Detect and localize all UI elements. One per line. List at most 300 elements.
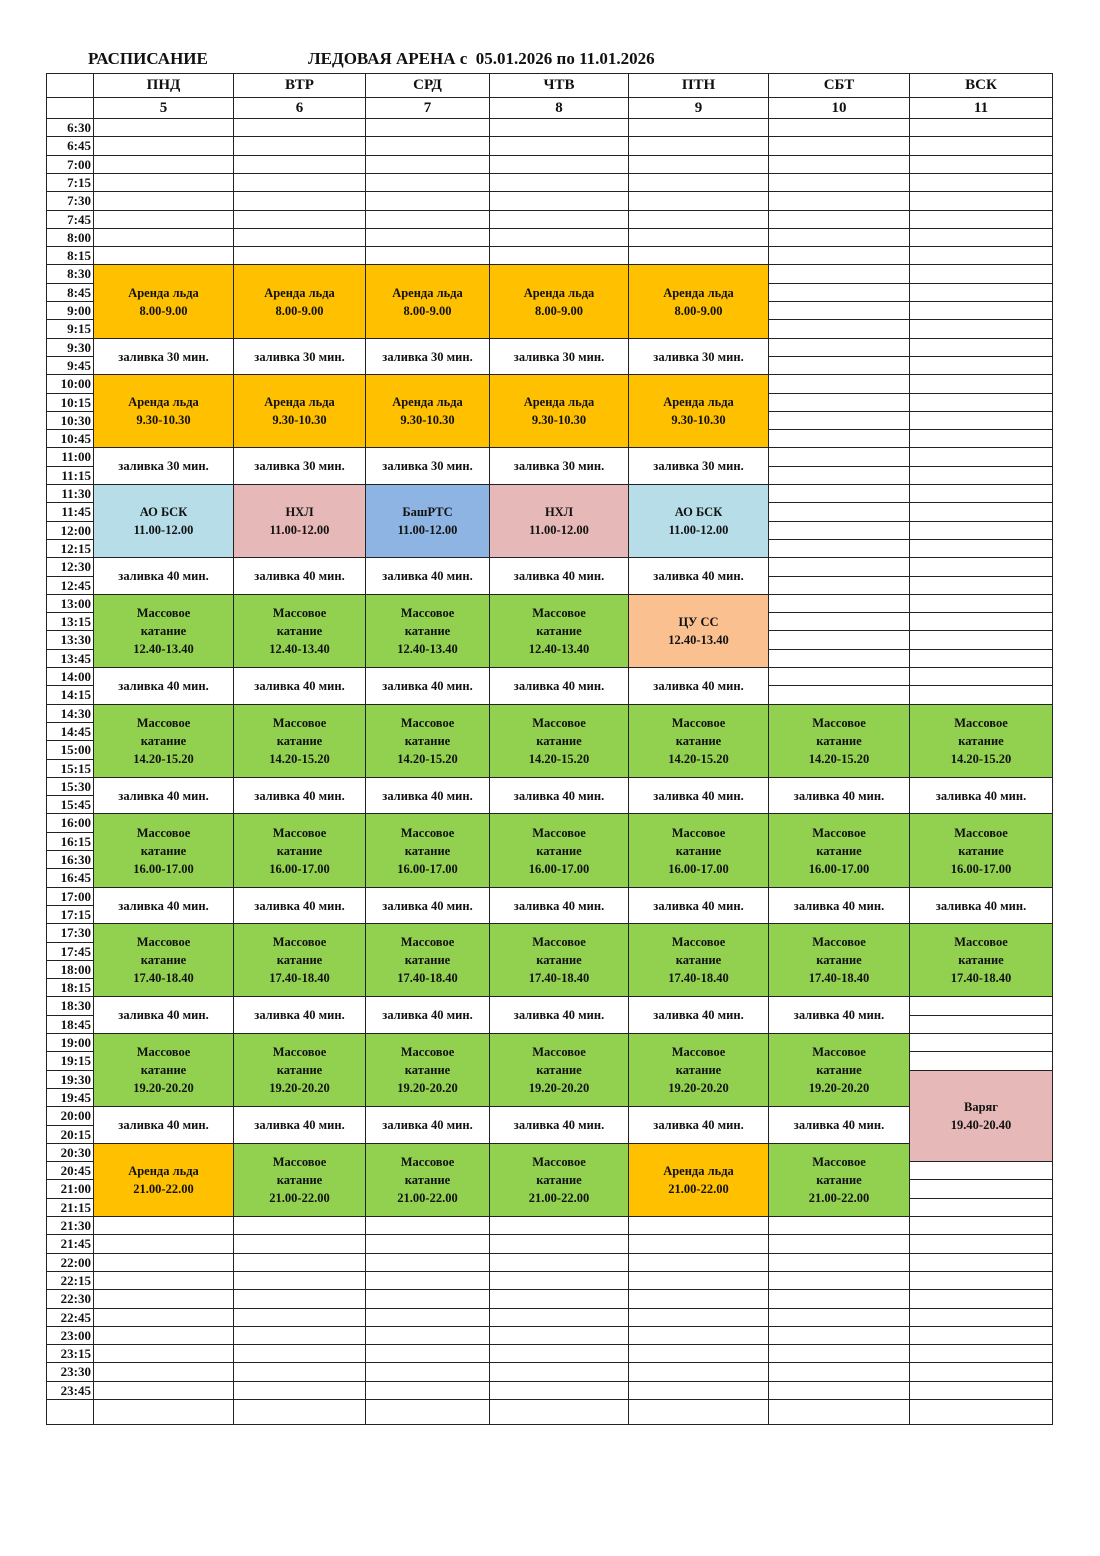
schedule-event-fill	[628, 667, 769, 705]
time-label: 10:00	[60, 376, 91, 391]
empty-slot	[93, 155, 234, 174]
time-slot-label	[46, 612, 94, 631]
event-text: Массовое	[954, 716, 1008, 730]
empty-slot	[365, 173, 490, 192]
event-text: заливка 30 мин.	[653, 459, 744, 473]
time-label: 7:15	[67, 174, 91, 190]
event-text: БашРТС	[402, 505, 453, 519]
time-slot-label	[46, 429, 94, 448]
empty-slot	[909, 594, 1053, 613]
time-label: 21:15	[60, 1199, 91, 1215]
time-slot-label	[46, 1308, 94, 1327]
empty-slot	[909, 996, 1053, 1016]
day-number: 6	[295, 99, 304, 116]
schedule-event-fill	[768, 1106, 910, 1144]
event-text: 8.00-9.00	[275, 303, 324, 318]
time-slot-label	[46, 393, 94, 412]
empty-slot	[768, 191, 910, 211]
schedule-event-mass	[93, 594, 234, 668]
event-text: заливка 30 мин.	[254, 459, 345, 473]
event-text: 17.40-18.40	[950, 971, 1012, 985]
time-slot-label	[46, 557, 94, 577]
event-text: катание	[536, 1063, 582, 1077]
schedule-event-fill	[93, 1106, 234, 1144]
schedule-event-bsk	[628, 484, 769, 558]
empty-slot	[909, 576, 1053, 595]
empty-slot	[233, 1344, 366, 1363]
day-number-header	[233, 97, 366, 119]
empty-slot	[93, 1381, 234, 1400]
empty-slot	[909, 1234, 1053, 1254]
empty-bottom-cell	[768, 1399, 910, 1425]
empty-bottom-cell	[93, 1399, 234, 1425]
time-label: 13:30	[60, 632, 91, 647]
day-name-header	[93, 73, 234, 98]
event-text: заливка 40 мин.	[118, 679, 209, 693]
time-slot-label	[46, 1125, 94, 1144]
time-label: 23:45	[60, 1382, 91, 1398]
empty-slot	[628, 1216, 769, 1235]
empty-slot	[768, 1271, 910, 1290]
empty-slot	[909, 1362, 1053, 1382]
event-text: 9.30-10.30	[671, 413, 726, 427]
empty-slot	[93, 1271, 234, 1290]
event-text: Аренда льда	[264, 285, 335, 300]
empty-slot	[628, 228, 769, 247]
event-text: Массовое	[671, 825, 726, 840]
time-label: 20:15	[60, 1126, 91, 1142]
schedule-event-mass	[489, 923, 629, 997]
schedule-event-fill	[628, 777, 769, 814]
event-text: 9.30-10.30	[400, 413, 455, 427]
event-text: заливка 40 мин.	[118, 788, 209, 803]
schedule-event-rent	[93, 374, 234, 448]
schedule-event-mass	[233, 923, 366, 997]
time-label: 13:00	[60, 595, 91, 611]
time-slot-label	[46, 1088, 94, 1107]
event-text: катание	[276, 624, 323, 638]
schedule-event-mass	[365, 594, 490, 668]
schedule-event-fill	[768, 996, 910, 1034]
empty-slot	[233, 173, 366, 192]
empty-slot	[489, 1326, 629, 1345]
empty-slot	[93, 1289, 234, 1309]
time-slot-label	[46, 1289, 94, 1309]
empty-slot	[768, 1234, 910, 1254]
time-label: 12:15	[60, 540, 91, 556]
empty-slot	[768, 1381, 910, 1400]
day-name-header	[233, 73, 366, 98]
schedule-event-mass	[489, 1143, 629, 1217]
event-text: заливка 40 мин.	[118, 1118, 209, 1132]
event-text: 17.40-18.40	[269, 971, 330, 985]
event-text: 21.00-22.00	[528, 1191, 590, 1205]
event-text: 14.20-15.20	[133, 752, 194, 766]
empty-slot	[365, 118, 490, 137]
schedule-event-varyag	[909, 1070, 1053, 1162]
event-text: катание	[140, 734, 187, 748]
event-text: заливка 40 мин.	[793, 788, 885, 803]
time-slot-label	[46, 1381, 94, 1400]
empty-slot	[489, 1234, 629, 1254]
empty-slot	[489, 1216, 629, 1235]
empty-slot	[93, 1326, 234, 1345]
time-label: 22:30	[60, 1291, 91, 1306]
event-text: 16.00-17.00	[397, 861, 458, 876]
time-label: 14:15	[60, 687, 91, 702]
schedule-event-mass	[365, 1033, 490, 1107]
day-name: СБТ	[823, 77, 855, 93]
empty-slot	[909, 338, 1053, 357]
event-text: катание	[404, 1173, 451, 1187]
schedule-event-mass	[489, 813, 629, 888]
empty-slot	[489, 136, 629, 156]
time-slot-label	[46, 411, 94, 430]
time-slot-label	[46, 704, 94, 723]
empty-slot	[93, 1362, 234, 1382]
schedule-event-fill	[628, 887, 769, 924]
empty-slot	[768, 576, 910, 595]
schedule-event-nhl	[489, 484, 629, 558]
day-name-header	[909, 73, 1053, 98]
event-text: заливка 40 мин.	[513, 679, 605, 693]
time-label: 18:15	[60, 979, 91, 995]
empty-slot	[768, 594, 910, 613]
empty-slot	[365, 210, 490, 229]
empty-slot	[768, 246, 910, 265]
time-label: 12:00	[60, 522, 91, 538]
time-label: 23:30	[60, 1364, 91, 1379]
event-text: АО БСК	[139, 505, 188, 519]
empty-slot	[93, 1216, 234, 1235]
empty-slot	[768, 466, 910, 485]
event-text: Массовое	[272, 825, 327, 840]
empty-slot	[768, 649, 910, 668]
event-text: заливка 40 мин.	[793, 1008, 885, 1022]
event-text: Массовое	[136, 606, 191, 620]
empty-slot	[233, 246, 366, 265]
event-text: Массовое	[400, 1155, 455, 1169]
empty-slot	[365, 1362, 490, 1382]
event-text: катание	[816, 843, 862, 858]
time-label: 18:00	[60, 961, 91, 977]
schedule-event-mass	[628, 813, 769, 888]
time-label: 16:15	[60, 833, 91, 849]
time-slot-label	[46, 502, 94, 522]
time-slot-label	[46, 264, 94, 284]
empty-slot	[233, 1253, 366, 1272]
time-label: 6:30	[67, 119, 91, 135]
event-text: 16.00-17.00	[668, 861, 729, 876]
schedule-event-fill	[233, 447, 366, 485]
empty-slot	[909, 283, 1053, 302]
time-slot-label	[46, 136, 94, 156]
time-slot-label	[46, 1161, 94, 1180]
time-slot-label	[46, 155, 94, 174]
empty-slot	[628, 1234, 769, 1254]
empty-slot	[768, 411, 910, 430]
schedule-event-mass	[628, 704, 769, 778]
time-label: 12:30	[60, 559, 91, 574]
empty-slot	[768, 447, 910, 467]
schedule-event-mass	[233, 1143, 366, 1217]
event-text: катание	[140, 1063, 187, 1077]
schedule-event-fill	[628, 447, 769, 485]
time-slot-label	[46, 1179, 94, 1199]
event-text: Массовое	[400, 606, 455, 620]
event-text: 11.00-12.00	[397, 523, 458, 537]
time-slot-label	[46, 374, 94, 394]
event-text: Аренда льда	[128, 1164, 199, 1178]
time-label: 8:15	[67, 247, 91, 263]
schedule-event-mass	[489, 1033, 629, 1107]
empty-slot	[768, 557, 910, 577]
event-text: Аренда льда	[523, 285, 595, 300]
event-text: заливка 40 мин.	[382, 1008, 473, 1022]
event-text: Аренда льда	[128, 285, 199, 300]
empty-slot	[768, 1344, 910, 1363]
empty-slot	[909, 1179, 1053, 1199]
empty-slot	[93, 1308, 234, 1327]
schedule-event-fill	[365, 777, 490, 814]
empty-slot	[909, 1289, 1053, 1309]
empty-slot	[909, 1271, 1053, 1290]
empty-slot	[628, 136, 769, 156]
empty-slot	[909, 630, 1053, 650]
time-label: 11:30	[61, 485, 91, 501]
time-slot-label	[46, 1198, 94, 1217]
schedule-event-fill	[768, 777, 910, 814]
event-text: катание	[404, 843, 451, 858]
time-label: 19:45	[60, 1089, 91, 1105]
time-slot-label	[46, 795, 94, 814]
time-slot-label	[46, 210, 94, 229]
empty-slot	[768, 301, 910, 320]
event-text: Массовое	[671, 1045, 726, 1059]
event-text: катание	[958, 953, 1004, 967]
empty-slot	[489, 1253, 629, 1272]
event-text: заливка 40 мин.	[118, 569, 209, 583]
time-label: 19:30	[60, 1071, 91, 1087]
empty-slot	[93, 1344, 234, 1363]
event-text: Массовое	[532, 1045, 586, 1059]
event-text: заливка 40 мин.	[382, 898, 473, 913]
empty-slot	[365, 1308, 490, 1327]
schedule-event-fill	[93, 777, 234, 814]
empty-slot	[909, 356, 1053, 375]
event-text: 12.40-13.40	[133, 642, 194, 656]
event-text: заливка 40 мин.	[513, 788, 605, 803]
event-text: Аренда льда	[264, 395, 335, 409]
time-label: 22:00	[60, 1254, 91, 1270]
event-text: катание	[816, 1063, 862, 1077]
empty-slot	[93, 118, 234, 137]
empty-slot	[768, 1362, 910, 1382]
empty-slot	[233, 1234, 366, 1254]
empty-slot	[489, 1308, 629, 1327]
event-text: катание	[816, 734, 862, 748]
empty-slot	[909, 136, 1053, 156]
day-number-header	[93, 97, 234, 119]
event-text: Аренда льда	[392, 285, 463, 300]
event-text: заливка 40 мин.	[935, 788, 1027, 803]
time-label: 9:30	[67, 339, 91, 355]
empty-slot	[365, 246, 490, 265]
empty-slot	[909, 1216, 1053, 1235]
time-label: 7:00	[67, 156, 91, 172]
event-text: Аренда льда	[392, 395, 463, 409]
empty-slot	[768, 338, 910, 357]
event-text: Массовое	[272, 1155, 327, 1169]
day-number-header	[768, 97, 910, 119]
header-corner-2	[46, 97, 94, 119]
schedule-event-bsk	[93, 484, 234, 558]
event-text: 19.20-20.20	[668, 1081, 729, 1095]
schedule-event-mass	[365, 923, 490, 997]
event-text: Массовое	[532, 825, 586, 840]
schedule-event-fill	[93, 447, 234, 485]
schedule-event-mass	[768, 813, 910, 888]
time-label: 20:00	[60, 1108, 91, 1123]
empty-slot	[909, 649, 1053, 668]
schedule-event-fill	[489, 667, 629, 705]
event-text: 21.00-22.00	[133, 1182, 194, 1196]
day-name: ВСК	[965, 77, 997, 93]
time-label: 17:00	[60, 888, 91, 904]
schedule-event-mass	[365, 704, 490, 778]
event-text: заливка 40 мин.	[254, 569, 345, 583]
event-text: заливка 30 мин.	[254, 349, 345, 364]
empty-slot	[93, 246, 234, 265]
event-text: 19.20-20.20	[133, 1081, 194, 1095]
schedule-event-mass	[365, 813, 490, 888]
day-number: 11	[973, 99, 989, 116]
empty-slot	[233, 228, 366, 247]
event-text: катание	[276, 734, 323, 748]
time-label: 14:30	[60, 705, 91, 721]
empty-slot	[768, 319, 910, 339]
time-slot-label	[46, 1344, 94, 1363]
empty-slot	[489, 155, 629, 174]
event-text: 21.00-22.00	[808, 1191, 870, 1205]
schedule-event-fill	[233, 1106, 366, 1144]
time-slot-label	[46, 759, 94, 778]
schedule-event-mass	[93, 704, 234, 778]
empty-slot	[365, 1253, 490, 1272]
time-slot-label	[46, 594, 94, 613]
empty-slot	[768, 374, 910, 394]
event-text: заливка 30 мин.	[513, 349, 605, 364]
empty-slot	[909, 1344, 1053, 1363]
event-text: катание	[536, 624, 582, 638]
event-text: катание	[675, 953, 722, 967]
event-text: катание	[276, 953, 323, 967]
empty-slot	[909, 667, 1053, 686]
empty-slot	[768, 283, 910, 302]
schedule-event-fill	[233, 557, 366, 595]
schedule-event-rent	[489, 374, 629, 448]
day-number-header	[365, 97, 490, 119]
event-text: Массовое	[532, 935, 586, 949]
event-text: катание	[675, 843, 722, 858]
event-text: 19.20-20.20	[808, 1081, 870, 1095]
time-slot-label	[46, 649, 94, 668]
empty-slot	[628, 1289, 769, 1309]
event-text: заливка 30 мин.	[513, 459, 605, 473]
time-slot-label	[46, 1216, 94, 1235]
empty-slot	[768, 685, 910, 705]
event-text: катание	[276, 843, 323, 858]
empty-slot	[489, 191, 629, 211]
event-text: заливка 40 мин.	[653, 569, 744, 583]
event-text: 8.00-9.00	[403, 303, 452, 318]
empty-slot	[768, 173, 910, 192]
time-slot-label	[46, 887, 94, 906]
event-text: заливка 40 мин.	[254, 679, 345, 693]
event-text: заливка 40 мин.	[653, 1008, 744, 1022]
time-label: 15:30	[60, 778, 91, 794]
schedule-event-fill	[628, 996, 769, 1034]
event-text: заливка 40 мин.	[513, 898, 605, 913]
empty-slot	[909, 246, 1053, 265]
time-label: 15:45	[60, 796, 91, 812]
time-label: 13:45	[60, 650, 91, 666]
empty-slot	[489, 1381, 629, 1400]
schedule-event-fill	[93, 996, 234, 1034]
empty-slot	[628, 1344, 769, 1363]
time-label: 14:00	[60, 668, 91, 684]
time-label: 11:45	[61, 504, 91, 519]
event-text: заливка 30 мин.	[382, 459, 473, 473]
event-text: 9.30-10.30	[272, 413, 327, 427]
schedule-event-rent	[93, 1143, 234, 1217]
empty-slot	[628, 1308, 769, 1327]
event-text: 14.20-15.20	[668, 752, 729, 766]
event-text: 16.00-17.00	[528, 861, 590, 876]
schedule-event-rent	[489, 264, 629, 339]
empty-slot	[489, 1289, 629, 1309]
event-text: 16.00-17.00	[950, 861, 1012, 876]
event-text: катание	[276, 1173, 323, 1187]
time-label: 19:00	[60, 1034, 91, 1050]
time-label: 7:30	[67, 193, 91, 208]
document-title: РАСПИСАНИЕ	[88, 49, 208, 68]
empty-slot	[909, 264, 1053, 284]
schedule-event-rent	[365, 264, 490, 339]
time-slot-label	[46, 905, 94, 924]
time-slot-label	[46, 301, 94, 320]
empty-slot	[233, 1381, 366, 1400]
time-slot-label	[46, 923, 94, 943]
schedule-event-fill	[93, 557, 234, 595]
empty-slot	[768, 521, 910, 540]
event-text: Массовое	[812, 1045, 866, 1059]
empty-slot	[768, 393, 910, 412]
event-text: Аренда льда	[663, 285, 734, 300]
time-slot-label	[46, 521, 94, 540]
time-slot-label	[46, 484, 94, 503]
time-slot-label	[46, 1015, 94, 1034]
event-text: катание	[404, 953, 451, 967]
time-label: 20:45	[60, 1162, 91, 1178]
empty-slot	[768, 429, 910, 448]
empty-slot	[93, 228, 234, 247]
schedule-event-fill	[489, 338, 629, 375]
day-name: ПНД	[146, 77, 181, 93]
time-slot-label	[46, 813, 94, 833]
empty-slot	[93, 136, 234, 156]
empty-slot	[909, 429, 1053, 448]
